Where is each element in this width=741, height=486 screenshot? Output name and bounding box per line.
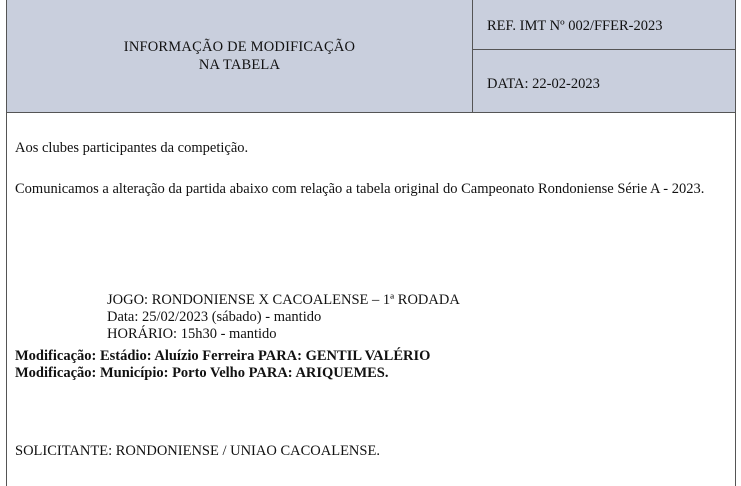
- game-time: HORÁRIO: 15h30 - mantido: [107, 326, 277, 342]
- header-title-line-2: NA TABELA: [198, 57, 281, 73]
- header-divider: [473, 49, 736, 50]
- header-title: [7, 38, 472, 74]
- requester-text: SOLICITANTE: RONDONIENSE / UNIAO CACOALENSE.: [15, 443, 380, 459]
- game-details: [107, 292, 460, 343]
- modification-stadium: Modificação: Estádio: Aluízio Ferreira PARA: GENTIL VALÉRIO: [15, 348, 431, 364]
- announcement-text: Comunicamos a alteração da partida abaixo com relação a tabela original do Campeonato Rondoniense Série A - 2023.: [15, 181, 705, 197]
- document-date: DATA: 22-02-2023: [487, 76, 600, 92]
- document-header: [6, 0, 736, 113]
- header-reference-panel: [472, 0, 736, 112]
- modifications-list: [15, 348, 430, 382]
- header-title-line-1: INFORMAÇÃO DE MODIFICAÇÃO: [123, 39, 356, 55]
- game-match: JOGO: RONDONIENSE X CACOALENSE – 1ª RODADA: [107, 292, 460, 308]
- reference-number: REF. IMT Nº 002/FFER-2023: [487, 18, 663, 34]
- greeting-text: Aos clubes participantes da competição.: [15, 140, 249, 156]
- modification-municipality: Modificação: Município: Porto Velho PARA: ARIQUEMES.: [15, 365, 389, 381]
- game-date: Data: 25/02/2023 (sábado) - mantido: [107, 309, 322, 325]
